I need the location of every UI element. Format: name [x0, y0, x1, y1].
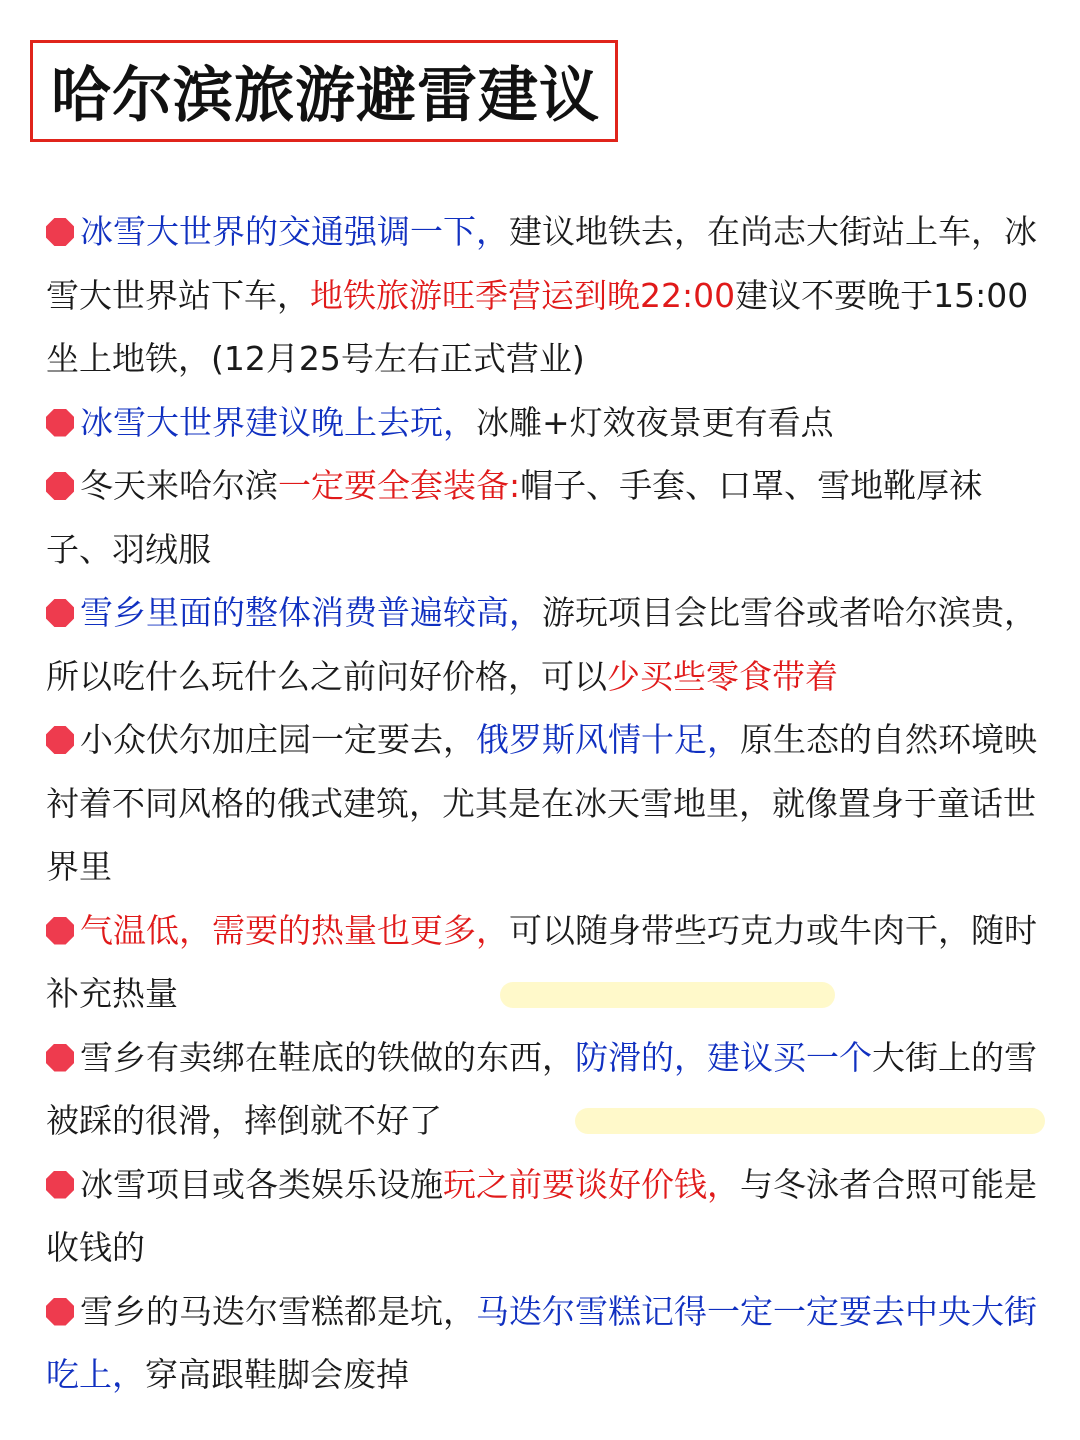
tip-text-red: 一定要全套装备:	[278, 466, 521, 505]
tips-list	[46, 200, 1046, 1407]
bullet-icon	[46, 1298, 74, 1326]
tip-text-plain: 帽子、手套、口罩、雪地靴厚袜子、羽绒服	[46, 466, 983, 569]
tip-text-plain: 穿高跟鞋脚会废掉	[145, 1355, 409, 1394]
tip-text-plain: 游玩项目会比雪谷或者哈尔滨贵，所以吃什么玩什么之前问好价格，可以	[46, 593, 1037, 696]
tip-text-blue: 防滑的，建议买一个	[575, 1037, 872, 1077]
tip-item	[46, 708, 1046, 899]
tip-text-blue: 俄罗斯风情十足，	[476, 720, 740, 759]
tip-text-plain: 雪乡的马迭尔雪糕都是坑，	[80, 1291, 476, 1331]
tip-item	[46, 200, 1046, 391]
tip-text-plain: 可以随身带些巧克力或牛肉干，随时补充热量	[46, 910, 1037, 1013]
tip-text-plain: 冰雕+灯效夜景更有看点	[476, 402, 834, 442]
tip-text-plain: 冰雪项目或各类娱乐设施	[80, 1164, 443, 1204]
bullet-icon	[46, 599, 74, 627]
tip-item	[46, 899, 1046, 1026]
tip-text-blue: 冰雪大世界的交通强调一下，	[80, 212, 509, 251]
tip-text-red: 少买些零食带着	[607, 656, 838, 696]
bullet-icon	[46, 218, 74, 246]
bullet-icon	[46, 917, 74, 945]
bullet-icon	[46, 1171, 74, 1199]
tip-text-plain: 建议不要晚于15:00坐上地铁，(12月25号左右正式营业)	[46, 275, 1029, 378]
tip-text-plain: 雪乡有卖绑在鞋底的铁做的东西，	[80, 1037, 575, 1077]
tip-text-plain: 冬天来哈尔滨	[80, 466, 278, 505]
bullet-icon	[46, 472, 74, 500]
tip-text-blue: 冰雪大世界建议晚上去玩，	[80, 402, 476, 442]
tip-text-blue: 雪乡里面的整体消费普遍较高，	[80, 593, 542, 632]
tip-text-plain: 与冬泳者合照可能是收钱的	[46, 1164, 1037, 1267]
bullet-icon	[46, 409, 74, 437]
tip-text-plain: 原生态的自然环境映衬着不同风格的俄式建筑，尤其是在冰天雪地里，就像置身于童话世界里	[46, 720, 1037, 886]
tip-item	[46, 391, 1046, 455]
tip-item	[46, 1280, 1046, 1407]
tip-item	[46, 454, 1046, 581]
tip-text-red: 地铁旅游旺季营运到晚22:00	[310, 275, 736, 315]
tip-item	[46, 1026, 1046, 1153]
tip-item	[46, 1153, 1046, 1280]
tip-text-red: 玩之前要谈好价钱，	[443, 1164, 740, 1204]
title-box	[30, 40, 618, 142]
tip-text-plain: 大街上的雪被踩的很滑，摔倒就不好了	[46, 1037, 1037, 1140]
tip-text-red: 气温低，需要的热量也更多，	[80, 910, 509, 950]
tip-text-blue: 马迭尔雪糕记得一定一定要去中央大街吃上，	[46, 1291, 1037, 1394]
page-title: 哈尔滨旅游避雷建议	[51, 61, 600, 131]
bullet-icon	[46, 726, 74, 754]
tip-text-plain: 建议地铁去，在尚志大街站上车，冰雪大世界站下车，	[46, 212, 1037, 315]
tip-item	[46, 581, 1046, 708]
bullet-icon	[46, 1044, 74, 1072]
tip-text-plain: 小众伏尔加庄园一定要去，	[80, 720, 476, 759]
